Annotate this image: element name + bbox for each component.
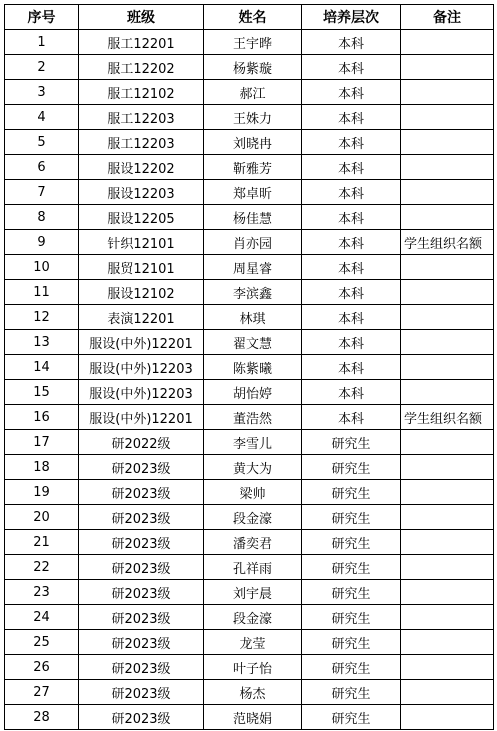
- cell-name[interactable]: 郑卓昕: [204, 180, 302, 205]
- cell-name[interactable]: 林琪: [204, 305, 302, 330]
- table-row: [5, 680, 494, 705]
- cell-name[interactable]: 肖亦园: [204, 230, 302, 255]
- cell-name[interactable]: 杨佳慧: [204, 205, 302, 230]
- cell-name[interactable]: 李雪儿: [204, 430, 302, 455]
- cell-index[interactable]: 27: [5, 680, 79, 705]
- cell-index[interactable]: 14: [5, 355, 79, 380]
- cell-index[interactable]: 18: [5, 455, 79, 480]
- header-cell-class[interactable]: 班级: [79, 5, 204, 30]
- cell-level[interactable]: 研究生: [302, 505, 401, 530]
- cell-level[interactable]: 本科: [302, 180, 401, 205]
- cell-remark[interactable]: [401, 30, 494, 55]
- cell-name[interactable]: 叶子怡: [204, 655, 302, 680]
- cell-class[interactable]: 研2023级: [79, 480, 204, 505]
- cell-level[interactable]: 本科: [302, 155, 401, 180]
- cell-level[interactable]: 本科: [302, 30, 401, 55]
- cell-index[interactable]: 13: [5, 330, 79, 355]
- table-row: [5, 230, 494, 255]
- cell-class[interactable]: 表演12201: [79, 305, 204, 330]
- cell-level[interactable]: 研究生: [302, 455, 401, 480]
- header-row: [5, 5, 494, 30]
- cell-name[interactable]: 郝江: [204, 80, 302, 105]
- cell-class[interactable]: 研2023级: [79, 530, 204, 555]
- cell-name[interactable]: 王姝力: [204, 105, 302, 130]
- cell-remark[interactable]: 学生组织名额: [401, 230, 494, 255]
- cell-remark[interactable]: [401, 430, 494, 455]
- table-row: [5, 630, 494, 655]
- cell-level[interactable]: 研究生: [302, 555, 401, 580]
- cell-name[interactable]: 刘宇晨: [204, 580, 302, 605]
- cell-level[interactable]: 本科: [302, 105, 401, 130]
- cell-level[interactable]: 本科: [302, 205, 401, 230]
- cell-class[interactable]: 服设(中外)12201: [79, 330, 204, 355]
- cell-class[interactable]: 服工12203: [79, 105, 204, 130]
- cell-remark[interactable]: [401, 255, 494, 280]
- cell-class[interactable]: 服设12102: [79, 280, 204, 305]
- cell-index[interactable]: 7: [5, 180, 79, 205]
- table-row: [5, 430, 494, 455]
- cell-level[interactable]: 本科: [302, 55, 401, 80]
- table-row: [5, 255, 494, 280]
- table-body: [5, 30, 494, 730]
- cell-level[interactable]: 本科: [302, 380, 401, 405]
- cell-level[interactable]: 本科: [302, 305, 401, 330]
- cell-remark[interactable]: [401, 55, 494, 80]
- cell-remark[interactable]: [401, 305, 494, 330]
- cell-level[interactable]: 本科: [302, 330, 401, 355]
- cell-name[interactable]: 刘晓冉: [204, 130, 302, 155]
- cell-name[interactable]: 陈紫曦: [204, 355, 302, 380]
- cell-name[interactable]: 孔祥雨: [204, 555, 302, 580]
- cell-class[interactable]: 研2023级: [79, 580, 204, 605]
- cell-index[interactable]: 24: [5, 605, 79, 630]
- cell-remark[interactable]: [401, 155, 494, 180]
- cell-index[interactable]: 9: [5, 230, 79, 255]
- cell-remark[interactable]: 学生组织名额: [401, 405, 494, 430]
- table-row: [5, 330, 494, 355]
- cell-index[interactable]: 1: [5, 30, 79, 55]
- cell-level[interactable]: 研究生: [302, 480, 401, 505]
- cell-remark[interactable]: [401, 480, 494, 505]
- table-row: [5, 705, 494, 730]
- cell-class[interactable]: 服贸12101: [79, 255, 204, 280]
- cell-remark[interactable]: [401, 80, 494, 105]
- cell-index[interactable]: 21: [5, 530, 79, 555]
- table-row: [5, 380, 494, 405]
- cell-name[interactable]: 范晓娟: [204, 705, 302, 730]
- cell-index[interactable]: 23: [5, 580, 79, 605]
- cell-name[interactable]: 胡怡婷: [204, 380, 302, 405]
- cell-index[interactable]: 15: [5, 380, 79, 405]
- cell-remark[interactable]: [401, 530, 494, 555]
- cell-index[interactable]: 20: [5, 505, 79, 530]
- cell-remark[interactable]: [401, 680, 494, 705]
- cell-name[interactable]: 李滨鑫: [204, 280, 302, 305]
- cell-index[interactable]: 5: [5, 130, 79, 155]
- cell-class[interactable]: 服工12102: [79, 80, 204, 105]
- cell-index[interactable]: 6: [5, 155, 79, 180]
- cell-name[interactable]: 董浩然: [204, 405, 302, 430]
- cell-name[interactable]: 周星睿: [204, 255, 302, 280]
- cell-remark[interactable]: [401, 655, 494, 680]
- cell-index[interactable]: 8: [5, 205, 79, 230]
- table-row: [5, 655, 494, 680]
- cell-remark[interactable]: [401, 555, 494, 580]
- header-cell-level[interactable]: 培养层次: [302, 5, 401, 30]
- header-cell-remark[interactable]: 备注: [401, 5, 494, 30]
- cell-remark[interactable]: [401, 130, 494, 155]
- cell-level[interactable]: 研究生: [302, 680, 401, 705]
- table-row: [5, 105, 494, 130]
- cell-level[interactable]: 本科: [302, 355, 401, 380]
- cell-index[interactable]: 12: [5, 305, 79, 330]
- cell-index[interactable]: 4: [5, 105, 79, 130]
- cell-remark[interactable]: [401, 505, 494, 530]
- cell-level[interactable]: 本科: [302, 130, 401, 155]
- cell-index[interactable]: 25: [5, 630, 79, 655]
- cell-level[interactable]: 研究生: [302, 580, 401, 605]
- cell-name[interactable]: 翟文慧: [204, 330, 302, 355]
- table-row: [5, 555, 494, 580]
- cell-index[interactable]: 17: [5, 430, 79, 455]
- cell-name[interactable]: 潘奕君: [204, 530, 302, 555]
- table-row: [5, 130, 494, 155]
- cell-index[interactable]: 22: [5, 555, 79, 580]
- cell-class[interactable]: 研2023级: [79, 705, 204, 730]
- cell-level[interactable]: 本科: [302, 405, 401, 430]
- cell-remark[interactable]: [401, 605, 494, 630]
- cell-level[interactable]: 研究生: [302, 705, 401, 730]
- table-row: [5, 355, 494, 380]
- cell-class[interactable]: 针织12101: [79, 230, 204, 255]
- cell-class[interactable]: 服工12201: [79, 30, 204, 55]
- cell-remark[interactable]: [401, 205, 494, 230]
- cell-remark[interactable]: [401, 705, 494, 730]
- cell-index[interactable]: 28: [5, 705, 79, 730]
- cell-level[interactable]: 本科: [302, 255, 401, 280]
- cell-name[interactable]: 梁帅: [204, 480, 302, 505]
- cell-remark[interactable]: [401, 105, 494, 130]
- table-row: [5, 455, 494, 480]
- header-cell-index[interactable]: 序号: [5, 5, 79, 30]
- cell-class[interactable]: 服工12202: [79, 55, 204, 80]
- student-table: [4, 4, 494, 730]
- cell-class[interactable]: 服设(中外)12203: [79, 380, 204, 405]
- cell-remark[interactable]: [401, 355, 494, 380]
- cell-name[interactable]: 段金濠: [204, 605, 302, 630]
- table-row: [5, 305, 494, 330]
- cell-name[interactable]: 段金濠: [204, 505, 302, 530]
- cell-remark[interactable]: [401, 580, 494, 605]
- cell-class[interactable]: 研2023级: [79, 680, 204, 705]
- table-row: [5, 505, 494, 530]
- cell-level[interactable]: 研究生: [302, 655, 401, 680]
- table-row: [5, 480, 494, 505]
- table-row: [5, 205, 494, 230]
- cell-class[interactable]: 研2023级: [79, 655, 204, 680]
- cell-remark[interactable]: [401, 280, 494, 305]
- cell-class[interactable]: 研2023级: [79, 505, 204, 530]
- cell-remark[interactable]: [401, 330, 494, 355]
- cell-class[interactable]: 研2023级: [79, 630, 204, 655]
- spreadsheet: [4, 4, 494, 730]
- cell-index[interactable]: 2: [5, 55, 79, 80]
- table-row: [5, 55, 494, 80]
- table-row: [5, 605, 494, 630]
- cell-class[interactable]: 服设(中外)12201: [79, 405, 204, 430]
- cell-remark[interactable]: [401, 180, 494, 205]
- table-row: [5, 180, 494, 205]
- cell-class[interactable]: 服设12203: [79, 180, 204, 205]
- cell-class[interactable]: 服设(中外)12203: [79, 355, 204, 380]
- cell-class[interactable]: 服设12202: [79, 155, 204, 180]
- cell-name[interactable]: 靳雅芳: [204, 155, 302, 180]
- cell-index[interactable]: 11: [5, 280, 79, 305]
- cell-remark[interactable]: [401, 455, 494, 480]
- cell-level[interactable]: 研究生: [302, 530, 401, 555]
- table-row: [5, 580, 494, 605]
- cell-class[interactable]: 服设12205: [79, 205, 204, 230]
- cell-level[interactable]: 研究生: [302, 430, 401, 455]
- cell-name[interactable]: 黄大为: [204, 455, 302, 480]
- cell-name[interactable]: 王宇晔: [204, 30, 302, 55]
- table-row: [5, 530, 494, 555]
- cell-remark[interactable]: [401, 630, 494, 655]
- cell-class[interactable]: 研2023级: [79, 605, 204, 630]
- cell-name[interactable]: 龙莹: [204, 630, 302, 655]
- cell-class[interactable]: 研2022级: [79, 430, 204, 455]
- header-cell-name[interactable]: 姓名: [204, 5, 302, 30]
- cell-class[interactable]: 服工12203: [79, 130, 204, 155]
- cell-level[interactable]: 研究生: [302, 630, 401, 655]
- table-row: [5, 155, 494, 180]
- cell-index[interactable]: 26: [5, 655, 79, 680]
- cell-index[interactable]: 3: [5, 80, 79, 105]
- cell-name[interactable]: 杨紫璇: [204, 55, 302, 80]
- table-row: [5, 405, 494, 430]
- cell-class[interactable]: 研2023级: [79, 455, 204, 480]
- table-row: [5, 280, 494, 305]
- cell-remark[interactable]: [401, 380, 494, 405]
- table-row: [5, 30, 494, 55]
- cell-level[interactable]: 研究生: [302, 605, 401, 630]
- cell-name[interactable]: 杨杰: [204, 680, 302, 705]
- cell-class[interactable]: 研2023级: [79, 555, 204, 580]
- cell-level[interactable]: 本科: [302, 280, 401, 305]
- table-row: [5, 80, 494, 105]
- cell-index[interactable]: 19: [5, 480, 79, 505]
- cell-index[interactable]: 10: [5, 255, 79, 280]
- cell-index[interactable]: 16: [5, 405, 79, 430]
- cell-level[interactable]: 本科: [302, 230, 401, 255]
- cell-level[interactable]: 本科: [302, 80, 401, 105]
